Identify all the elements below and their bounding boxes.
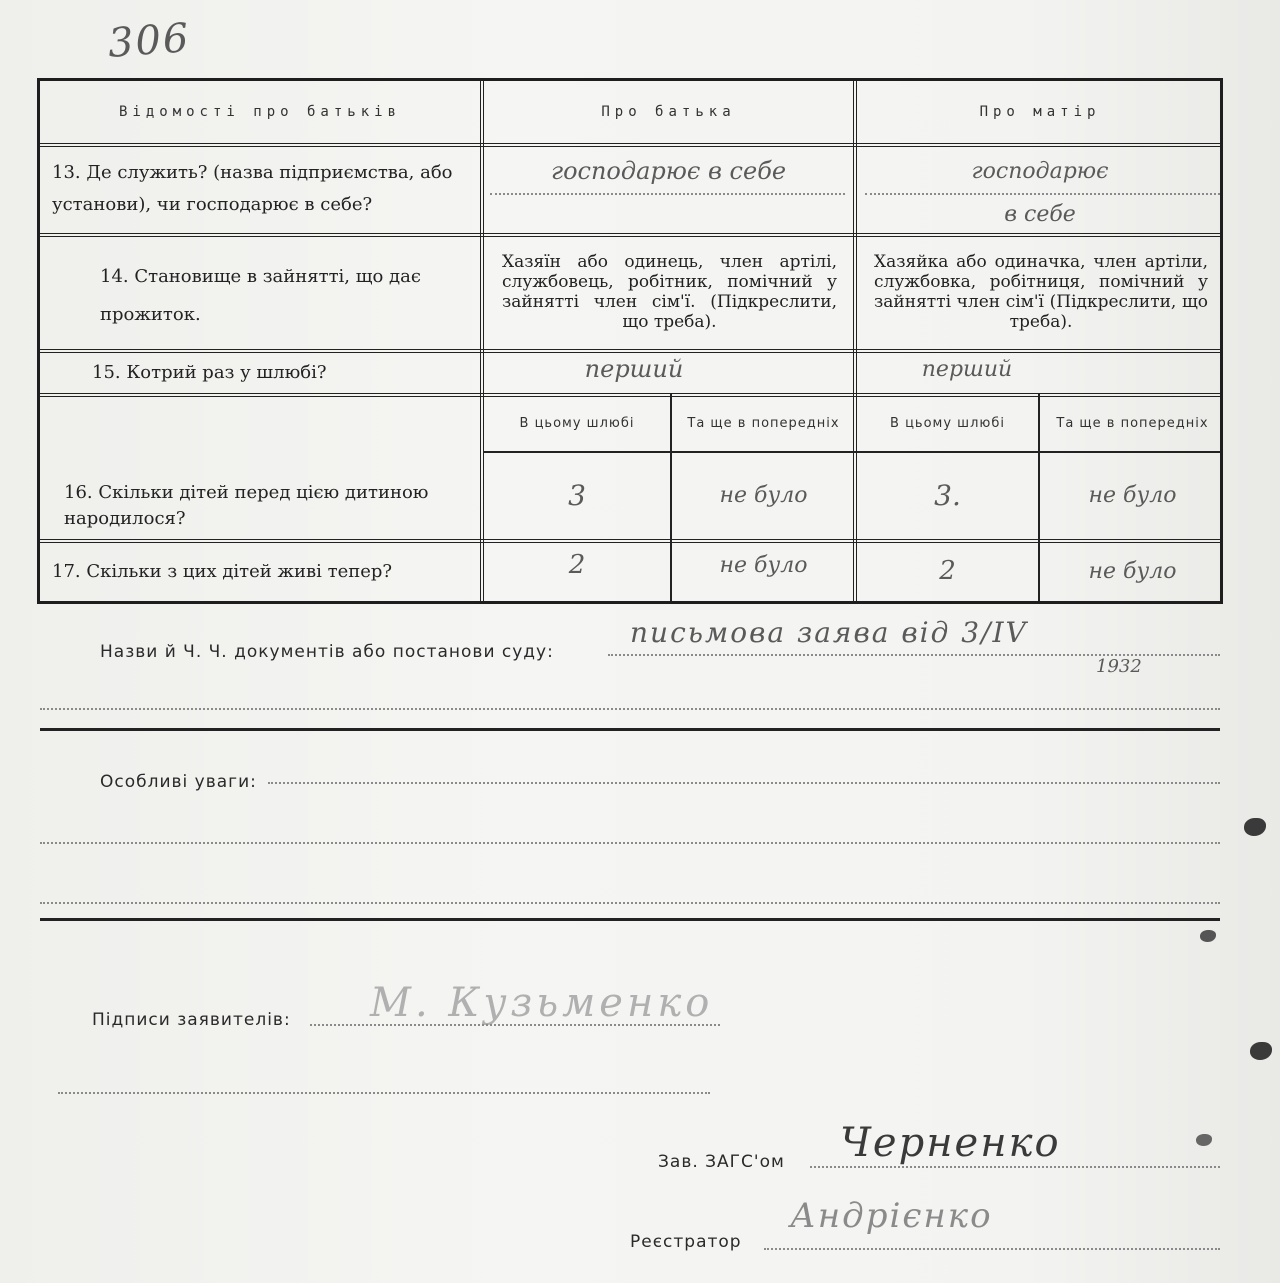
head-line: [810, 1166, 1220, 1168]
col-divider-mother-sub: [1038, 393, 1040, 601]
row-divider-16-subhead: [483, 451, 1220, 453]
options-14-mother: Хазяйка або одиначка, член артіли, службовка, робітниця, помічний у зайнятті член сім'ї (Підкреслити, що треба).: [874, 252, 1208, 332]
documents-line-2: [40, 708, 1220, 710]
answer-16-father-previous: не було: [719, 482, 808, 508]
answer-13-mother-line: [865, 193, 1220, 195]
answer-16-mother-this: 3.: [934, 478, 961, 512]
options-14-father: Хазяїн або одинець, член артілі, службовець, робітник, помічний у зайнятті член сім'ї. (Підкреслити, що треба).: [502, 252, 837, 332]
header-father: Про батька: [601, 104, 736, 120]
documents-value: письмова заява від 3/IV: [630, 616, 1028, 649]
question-16: 16. Скільки дітей перед цією дитиною народилося?: [64, 482, 429, 529]
registrar-signature: Андрієнко: [790, 1196, 993, 1236]
applicants-signature-label: Підписи заявителів:: [92, 1010, 291, 1030]
head-signature-label: Зав. ЗАГС'ом: [658, 1152, 785, 1172]
answer-15-mother: перший: [921, 356, 1013, 382]
remarks-line-3: [40, 902, 1220, 904]
archive-number: 306: [106, 15, 192, 67]
answer-13-mother-line2: в себе: [1004, 201, 1076, 227]
documents-line-1: [608, 654, 1220, 656]
documents-label: Назви й Ч. Ч. документів або постанови суду:: [100, 642, 554, 662]
section-divider-1: [40, 728, 1220, 731]
remarks-line-2: [40, 842, 1220, 844]
question-17: 17. Скільки з цих дітей живі тепер?: [52, 561, 393, 582]
section-divider-2: [40, 918, 1220, 921]
answer-13-father: господарює в себе: [550, 157, 787, 185]
registrar-line: [764, 1248, 1220, 1250]
registrar-signature-label: Реєстратор: [630, 1232, 742, 1252]
applicants-signature: М. Кузьменко: [370, 980, 714, 1026]
subhead-mother-previous: Та ще в попередніх: [1056, 416, 1209, 431]
answer-15-father: перший: [584, 355, 684, 383]
remarks-line-1: [268, 782, 1220, 784]
parents-info-table: [37, 78, 1223, 604]
documents-value-year: 1932: [1096, 656, 1142, 677]
answer-17-father-previous: не було: [719, 552, 808, 578]
answer-17-father-this: 2: [568, 550, 586, 580]
answer-17-mother-previous: не було: [1088, 558, 1177, 584]
subhead-mother-this-marriage: В цьому шлюбі: [890, 416, 1005, 431]
applicants-line-1: [310, 1024, 720, 1026]
col-divider-father-sub: [670, 393, 672, 601]
question-15: 15. Котрий раз у шлюбі?: [92, 362, 327, 383]
question-13: 13. Де служить? (назва підприємства, або установи), чи господарює в себе?: [52, 162, 453, 215]
answer-13-father-line: [490, 193, 845, 195]
row-divider-13: [40, 233, 1220, 237]
subhead-father-previous: Та ще в попередніх: [687, 416, 840, 431]
answer-17-mother-this: 2: [939, 556, 956, 586]
subhead-father-this-marriage: В цьому шлюбі: [519, 416, 635, 431]
head-signature: Черненко: [840, 1120, 1061, 1166]
applicants-line-2: [58, 1092, 710, 1094]
question-14: 14. Становище в зайнятті, що дає прожиток.: [100, 266, 421, 325]
header-mother: Про матір: [979, 104, 1101, 120]
answer-16-mother-previous: не було: [1088, 482, 1177, 508]
header-info: Відомості про батьків: [118, 104, 401, 120]
remarks-label: Особливі уваги:: [100, 772, 257, 792]
answer-13-mother-line1: господарює: [971, 158, 1109, 184]
answer-16-father-this: 3: [568, 478, 586, 512]
